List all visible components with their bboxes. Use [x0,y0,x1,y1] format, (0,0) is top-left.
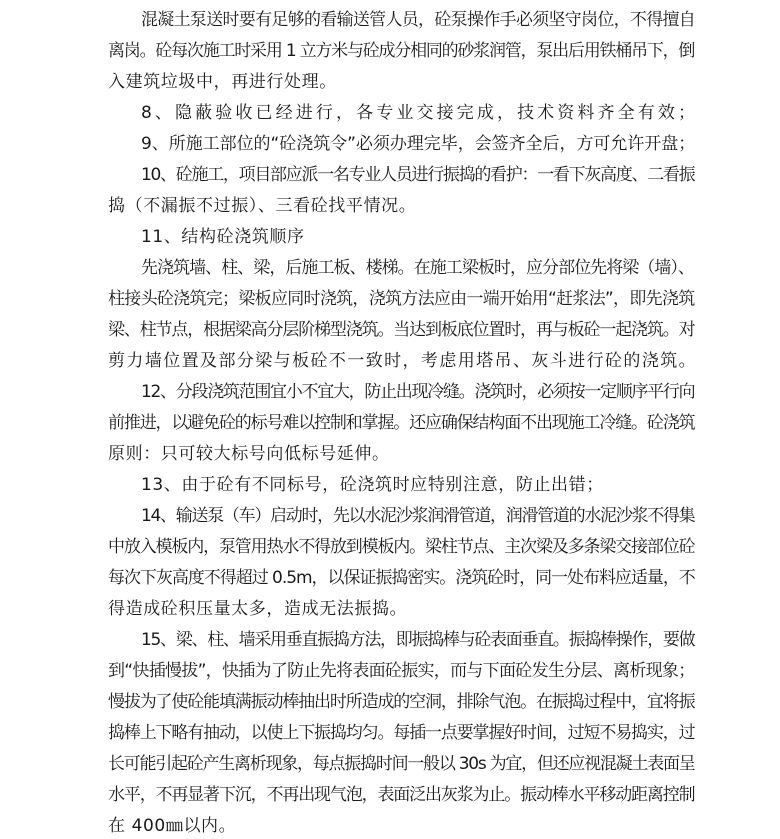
list-item-12: 12、分段浇筑范围宜小不宜大，防止出现冷缝。浇筑时，必须按一定顺序平行向 [141,382,695,402]
text-line: 每次下灰高度不得超过 0.5m，以保证振捣密实。浇筑砼时，同一处布料应适量，不 [108,568,695,588]
list-item-10: 10、砼施工，项目部应派一名专业人员进行振捣的看护：一看下灰高度、二看振 [141,165,695,185]
text-line: 捣棒上下略有抽动，以使上下振捣均匀。每插一点要掌握好时间，过短不易捣实，过 [108,723,695,743]
text-line: 入建筑垃圾中，再进行处理。 [108,72,337,92]
text-line: 慢拔为了使砼能填满振动棒抽出时所造成的空洞，排除气泡。在振捣过程中，宜将振 [108,692,695,712]
text-line: 原则：只可较大标号向低标号延伸。 [108,444,390,464]
text-line: 水平，不再显著下沉，不再出现气泡，表面泛出灰浆为止。振动棒水平移动距离控制 [108,785,695,805]
text-line: 到“快插慢拔”，快插为了防止先将表面砼振实，而与下面砼发生分层、离析现象； [108,661,695,681]
list-item-9: 9、所施工部位的“砼浇筑令”必须办理完毕，会签齐全后，方可允许开盘； [141,134,696,154]
text-line: 先浇筑墙、柱、梁，后施工板、楼梯。在施工梁板时，应分部位先将梁（墙）、 [141,258,694,278]
list-item-8: 8、隐蔽验收已经进行，各专业交接完成，技术资料齐全有效； [141,103,699,123]
text-line: 得造成砼积压量太多，造成无法振捣。 [108,599,408,619]
text-line: 剪力墙位置及部分梁与板砼不一致时，考虑用塔吊、灰斗进行砼的浇筑。 [108,351,698,371]
list-item-13: 13、由于砼有不同标号，砼浇筑时应特别注意，防止出错； [141,475,604,495]
text-line: 离岗。砼每次施工时采用 1 立方米与砼成分相同的砂浆润管，泵出后用铁桶吊下，倒 [108,41,695,61]
list-item-15: 15、梁、柱、墙采用垂直振捣方法，即振捣棒与砼表面垂直。振捣棒操作，要做 [141,630,695,650]
text-line: 柱接头砼浇筑完；梁板应同时浇筑，浇筑方法应由一端开始用“赶浆法”，即先浇筑 [108,289,695,309]
text-line: 混凝土泵送时要有足够的看输送管人员，砼泵操作手必须坚守岗位，不得擅自 [141,10,696,30]
text-line: 长可能引起砼产生离析现象，每点振捣时间一般以 30s 为宜，但还应视混凝土表面呈 [108,754,695,774]
text-line: 捣（不漏振不过振）、三看砼找平情况。 [108,196,417,216]
list-item-14: 14、输送泵（车）启动时，先以水泥沙浆润滑管道，润滑管道的水泥沙浆不得集 [141,506,695,526]
section-heading-11: 11、结构砼浇筑顺序 [141,227,305,247]
text-line: 梁、柱节点，根据梁高分层阶梯型浇筑。当达到板底位置时，再与板砼一起浇筑。对 [108,320,695,340]
text-line: 中放入模板内，泵管用热水不得放到模板内。梁柱节点、主次梁及多条梁交接部位砼 [108,537,695,557]
text-line: 在 400㎜以内。 [108,816,237,836]
text-line: 前推进，以避免砼的标号难以控制和掌握。还应确保结构面不出现施工冷缝。砼浇筑 [108,413,695,433]
